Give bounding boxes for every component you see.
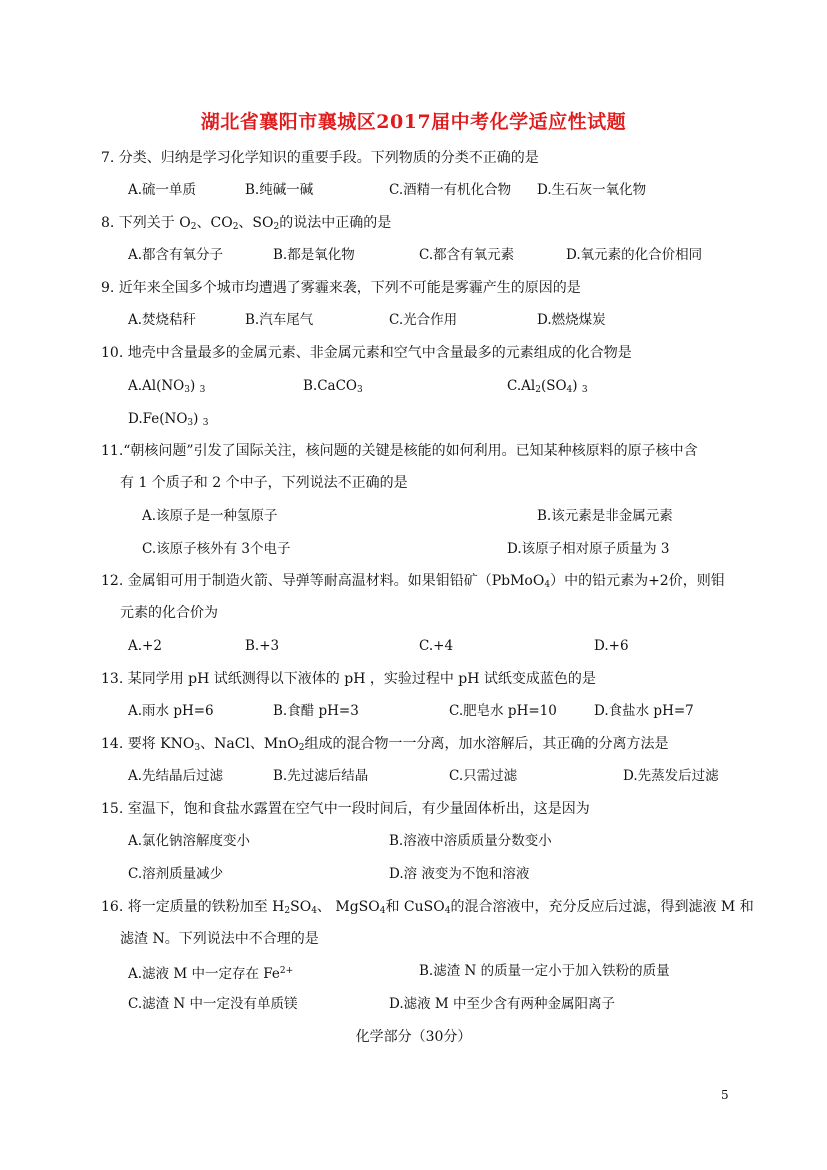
- q8-option-d: D.氧元素的化合价相同: [566, 247, 703, 263]
- q11-option-a: A.该原子是一种氢原子: [142, 508, 278, 524]
- question-14-stem: 14. 要将 $KNO_3$、NaCl、MnO$_2$组成的混合物一一分离，加水溶解后，其正确的分离方法是: [101, 736, 669, 753]
- question-13-stem: 13. 某同学用 pH 试纸测得以下液体的 pH ，实验过程中 pH 试纸变成蓝色的是: [101, 671, 596, 687]
- q12-option-a: A.+2: [128, 638, 162, 654]
- q10-option-c: $C.Al_2(SO_4)$ $_3$: [507, 378, 588, 395]
- question-11-stem-line-1: 11.“朝核问题”引发了国际关注，核问题的关键是核能的如何利用。已知某种核原料的原子核中含: [101, 443, 698, 459]
- q9-option-d: D.燃烧煤炭: [537, 312, 606, 328]
- q10-option-d: $D.Fe(NO_3)$ $_3$: [128, 411, 209, 428]
- q15-option-a: A.氯化钠溶解度变小: [128, 833, 251, 849]
- q8-option-a: A.都含有氧分子: [128, 247, 224, 263]
- question-12-stem-line-1: 12. 金属钼可用于制造火箭、导弹等耐高温材料。如果钼铅矿（PbMoO$_4$）中的铅元素为+2价，则钼: [101, 573, 725, 590]
- q13-option-a: A.雨水 pH=6: [128, 703, 214, 719]
- question-15-stem: 15. 室温下，饱和食盐水露置在空气中一段时间后，有少量固体析出，这是因为: [101, 801, 590, 817]
- q13-option-b: B.食醋 pH=3: [273, 703, 359, 719]
- q11-option-c: C.该原子核外有 3个电子: [142, 541, 291, 557]
- q12-option-d: D.+6: [594, 638, 629, 654]
- q14-option-b: B.先过滤后结晶: [273, 768, 369, 784]
- q12-option-b: B.+3: [245, 638, 280, 654]
- question-11-stem-line-2: 有 1 个质子和 2 个中子，下列说法不正确的是: [120, 475, 408, 491]
- q14-option-d: D.先蒸发后过滤: [623, 768, 719, 784]
- q9-option-c: C.光合作用: [389, 312, 458, 328]
- question-10-stem: 10. 地壳中含量最多的金属元素、非金属元素和空气中含量最多的元素组成的化合物是: [101, 345, 632, 361]
- q7-option-a: A.硫一单质: [128, 182, 197, 198]
- q8-option-c: C.都含有氧元素: [419, 247, 515, 263]
- q15-option-d: D.溶 液变为不饱和溶液: [389, 866, 530, 882]
- question-8-stem: 8. 下列关于 $O_2$、$CO_2$、$SO_2$的说法中正确的是: [101, 215, 392, 232]
- q13-option-c: C.肥皂水 pH=10: [449, 703, 557, 719]
- q16-option-b: B.滤渣 N 的质量一定小于加入铁粉的质量: [419, 963, 670, 979]
- question-12-stem-line-2: 元素的化合价为: [120, 605, 218, 621]
- q14-option-a: A.先结晶后过滤: [128, 768, 224, 784]
- q7-option-c: C.酒精一有机化合物: [389, 182, 512, 198]
- question-7-stem: 7. 分类、归纳是学习化学知识的重要手段。下列物质的分类不正确的是: [101, 150, 539, 166]
- q15-option-b: B.溶液中溶质质量分数变小: [389, 833, 552, 849]
- q7-option-d: D.生石灰一氧化物: [537, 182, 647, 198]
- q16-option-c: C.滤渣 N 中一定没有单质镁: [128, 996, 298, 1012]
- q10-option-b: B.CaCO$_3$: [303, 378, 363, 395]
- page-title: 湖北省襄阳市襄城区2017届中考化学适应性试题: [200, 111, 627, 133]
- q10-option-a: $A.Al(NO_3)$ $_3$: [128, 378, 206, 395]
- q9-option-b: B.汽车尾气: [245, 312, 314, 328]
- question-16-stem-line-1: 16. 将一定质量的铁粉加至 $H_2SO_4$、 MgSO$_4$和 CuSO$_4$的混合溶液中，充分反应后过滤，得到滤液 M 和: [101, 899, 754, 916]
- q8-option-b: B.都是氧化物: [273, 247, 355, 263]
- question-16-stem-line-2: 滤渣 N。下列说法中不合理的是: [120, 931, 319, 947]
- q13-option-d: D.食盐水 pH=7: [594, 703, 694, 719]
- q14-option-c: C.只需过滤: [449, 768, 518, 784]
- q11-option-d: D.该原子相对原子质量为 3: [507, 541, 670, 557]
- q15-option-c: C.溶剂质量减少: [128, 866, 224, 882]
- q9-option-a: A.焚烧秸秆: [128, 312, 197, 328]
- q12-option-c: C.+4: [419, 638, 454, 654]
- q7-option-b: B.纯碱一碱: [245, 182, 314, 198]
- q11-option-b: B.该元素是非金属元素: [537, 508, 673, 524]
- page-number: 5: [721, 1088, 729, 1102]
- q16-option-a: A.滤液 M 中一定存在 $Fe^{2+}$: [128, 966, 294, 982]
- section-heading: 化学部分（30分）: [355, 1029, 472, 1045]
- question-9-stem: 9. 近年来全国多个城市均遭遇了雾霾来袭，下列不可能是雾霾产生的原因的是: [101, 280, 581, 296]
- q16-option-d: D.滤液 M 中至少含有两种金属阳离子: [389, 996, 616, 1012]
